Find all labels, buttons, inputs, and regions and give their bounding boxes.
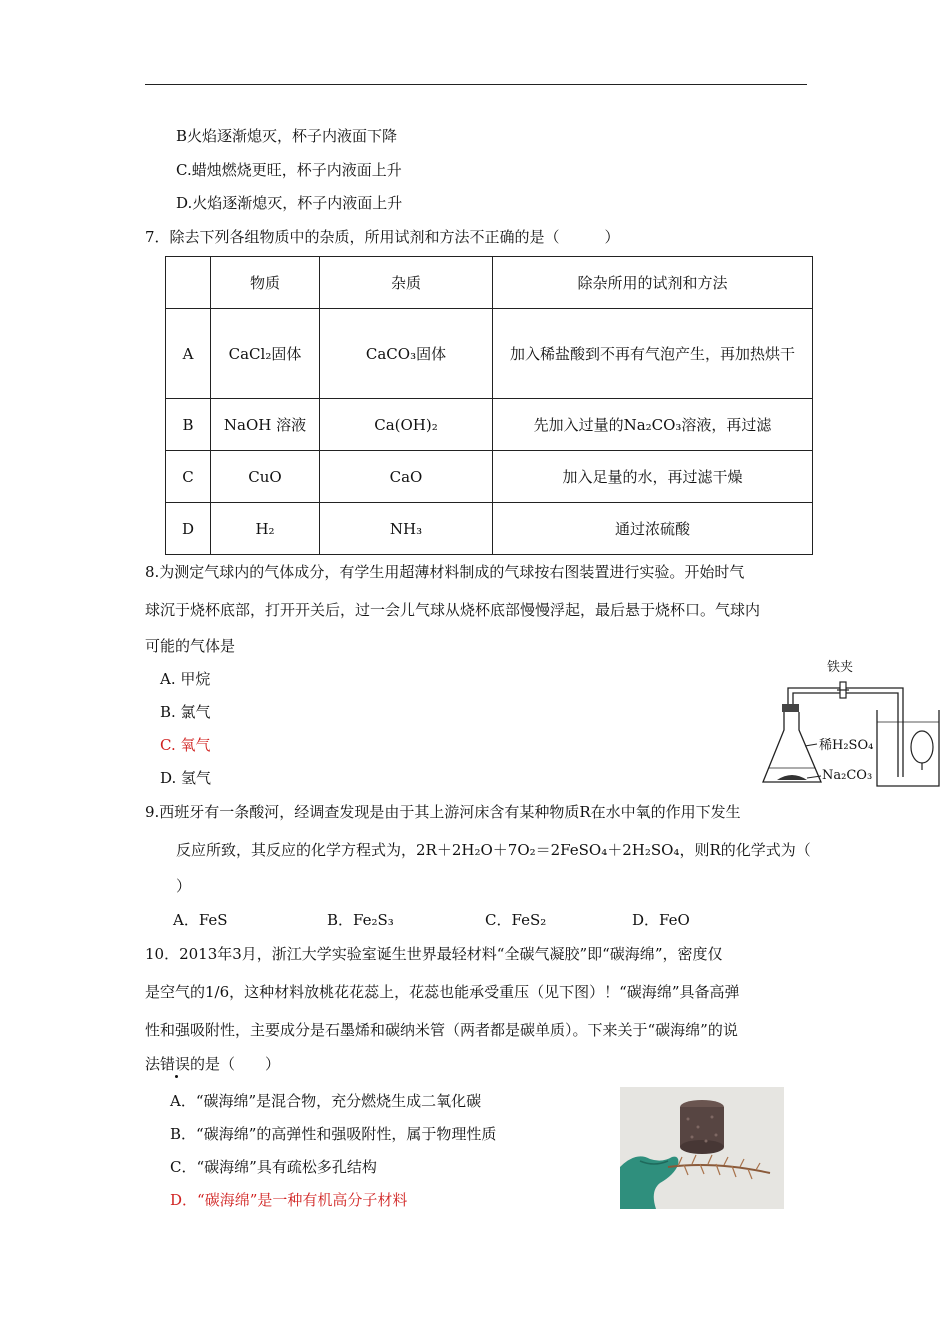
table-row: [166, 309, 813, 399]
table-cell-method: 通过浓硫酸: [493, 503, 813, 555]
table-cell-label: D: [166, 503, 211, 555]
q10-option-a: A．“碳海绵”是混合物，充分燃烧生成二氧化碳: [170, 1092, 482, 1110]
table-header-cell: 杂质: [320, 257, 493, 309]
table-cell-impurity: CaCO₃固体: [320, 309, 493, 399]
q10-option-c: C．“碳海绵”具有疏松多孔结构: [170, 1158, 377, 1176]
q6-option-b: B火焰逐渐熄灭，杯子内液面下降: [176, 127, 398, 145]
q9-stem-line-1: 9.西班牙有一条酸河，经调查发现是由于其上游河床含有某种物质R在水中氧的作用下发生: [145, 803, 741, 821]
table-cell-substance: H₂: [211, 503, 320, 555]
q8-option-c: C. 氧气: [160, 736, 211, 754]
table-cell-impurity: CaO: [320, 451, 493, 503]
q6-option-d: D.火焰逐渐熄灭，杯子内液面上升: [176, 194, 403, 212]
q8-stem-line-3: 可能的气体是: [145, 637, 236, 655]
table-cell-label: C: [166, 451, 211, 503]
table-cell-substance: CuO: [211, 451, 320, 503]
table-cell-method: [493, 309, 813, 399]
method-text: 加入稀盐酸到不再有气泡产生，再加热烘干: [509, 344, 795, 363]
emphasis-word: 错误: [160, 1055, 191, 1073]
header-rule: [145, 84, 807, 85]
q8-apparatus-figure: [755, 652, 940, 792]
q7-table: [165, 256, 813, 555]
q9-option-d: D．FeO: [632, 911, 690, 929]
q9-stem-line-2: 反应所致，其反应的化学方程式为，2R＋2H₂O＋7O₂＝2FeSO₄＋2H₂SO₄，则R的化学式为（: [176, 841, 811, 859]
clamp-label: 铁夹: [827, 660, 854, 675]
q9-option-a: A．FeS: [173, 911, 228, 929]
table-cell-impurity: NH₃: [320, 503, 493, 555]
q10-stem-line-4: [145, 1054, 280, 1074]
table-header-cell: 除杂所用的试剂和方法: [493, 257, 813, 309]
table-row: [166, 503, 813, 555]
q8-option-d: D. 氢气: [160, 769, 212, 787]
q9-stem-line-3: ）: [176, 877, 192, 895]
stem-text: 的是（ ）: [190, 1055, 281, 1073]
table-cell-method: 加入足量的水，再过滤干燥: [493, 451, 813, 503]
q10-stem-line-3: 性和强吸附性，主要成分是石墨烯和碳纳米管（两者都是碳单质）。下来关于“碳海绵”的说: [145, 1021, 738, 1039]
table-cell-substance: NaOH 溶液: [211, 399, 320, 451]
table-cell-label: B: [166, 399, 211, 451]
table-cell-substance: CaCl₂固体: [211, 309, 320, 399]
q8-option-b: B. 氯气: [160, 703, 211, 721]
q9-option-c: C．FeS₂: [485, 911, 547, 929]
q10-option-b: B．“碳海绵”的高弹性和强吸附性，属于物理性质: [170, 1125, 497, 1143]
q8-stem-line-1: 8.为测定气球内的气体成分，有学生用超薄材料制成的气球按右图装置进行实验。开始时气: [145, 563, 745, 581]
table-cell-impurity: Ca(OH)₂: [320, 399, 493, 451]
acid-label: 稀H₂SO₄: [819, 738, 874, 753]
carbonate-label: Na₂CO₃: [822, 768, 873, 783]
table-cell-method: 先加入过量的Na₂CO₃溶液，再过滤: [493, 399, 813, 451]
q8-option-a: A. 甲烷: [160, 670, 211, 688]
q9-option-b: B．Fe₂S₃: [327, 911, 394, 929]
table-row: [166, 451, 813, 503]
q10-option-d: D．“碳海绵”是一种有机高分子材料: [170, 1191, 408, 1209]
photo-drawing: [620, 1087, 784, 1209]
table-header-cell: 物质: [211, 257, 320, 309]
table-header-cell: [166, 257, 211, 309]
q10-stem-line-1: 10．2013年3月，浙江大学实验室诞生世界最轻材料“全碳气凝胶”即“碳海绵”，密度仅: [145, 945, 723, 963]
table-header-row: [166, 257, 813, 309]
table-row: [166, 399, 813, 451]
q6-option-c: C.蜡烛燃烧更旺，杯子内液面上升: [176, 161, 402, 179]
q7-stem: 7．除去下列各组物质中的杂质，所用试剂和方法不正确的是（ ）: [145, 228, 620, 246]
stem-text: 法: [145, 1055, 161, 1073]
q10-stem-line-2: 是空气的1/6，这种材料放桃花花蕊上，花蕊也能承受重压（见下图）！“碳海绵”具备高弹: [145, 983, 740, 1001]
carbon-sponge-photo: [620, 1087, 784, 1209]
table-cell-label: A: [166, 309, 211, 399]
q8-stem-line-2: 球沉于烧杯底部，打开开关后，过一会儿气球从烧杯底部慢慢浮起，最后悬于烧杯口。气球内: [145, 601, 761, 619]
